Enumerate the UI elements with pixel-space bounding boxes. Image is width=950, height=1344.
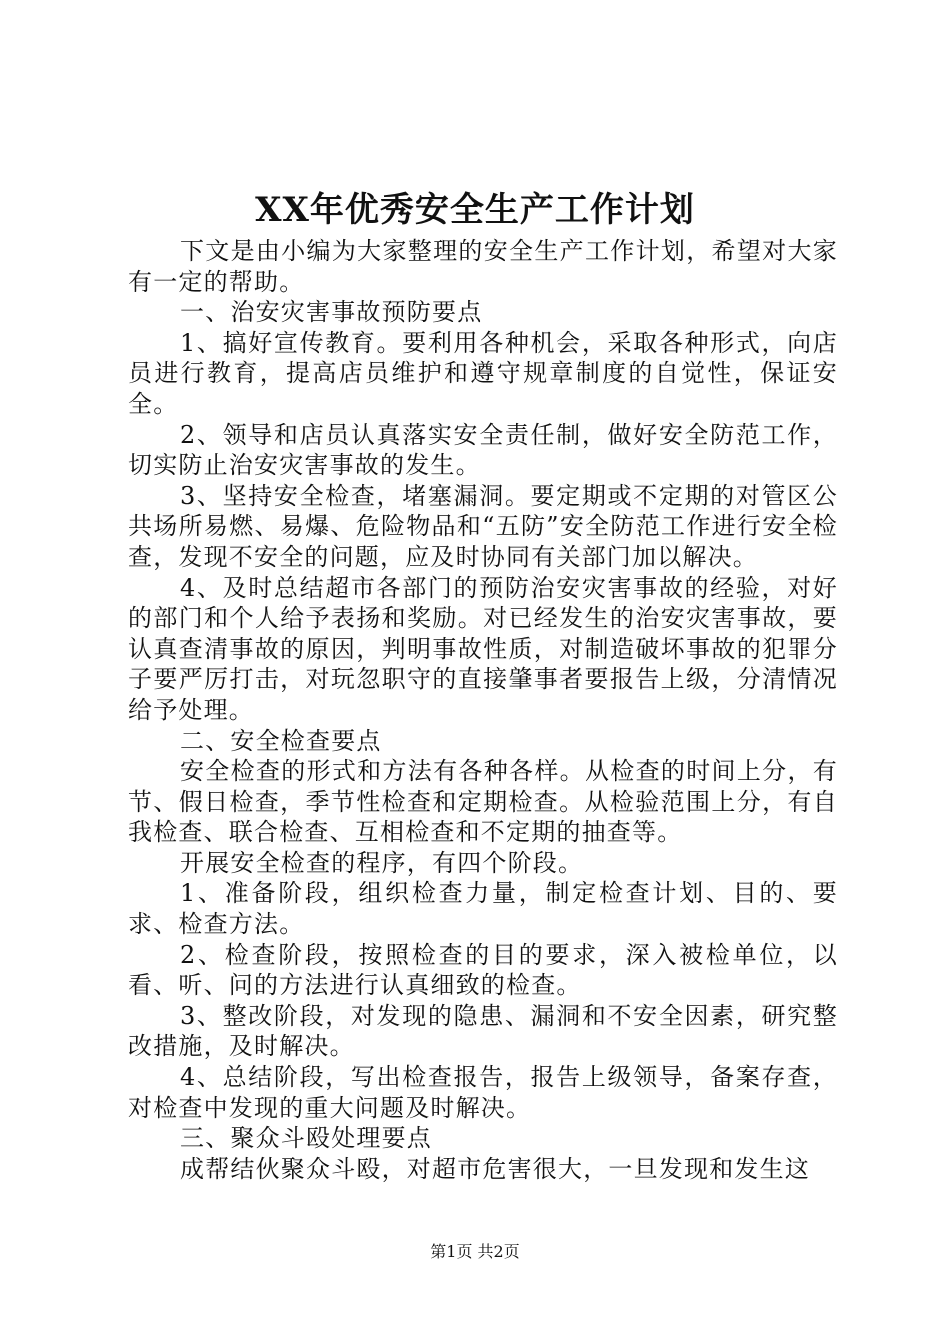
paragraph: 4、及时总结超市各部门的预防治安灾害事故的经验，对好的部门和个人给予表扬和奖励。对已经发生的治安灾害事故，要认真查清事故的原因，判明事故性质，对制造破坏事故的犯罪分子要严厉打击，对玩忽职守的直接肇事者要报告上级，分清情况给予处理。 [128, 573, 838, 724]
paragraph: 3、整改阶段，对发现的隐患、漏洞和不安全因素，研究整改措施，及时解决。 [128, 1001, 838, 1061]
paragraph: 1、准备阶段，组织检查力量，制定检查计划、目的、要求、检查方法。 [128, 879, 838, 939]
section-heading-1: 一、治安灾害事故预防要点 [180, 298, 483, 327]
page-footer: 第1页 共2页 [430, 1242, 520, 1261]
section-heading-2: 二、安全检查要点 [180, 726, 382, 755]
document-title: XX年优秀安全生产工作计划 [255, 190, 695, 230]
paragraph: 2、检查阶段，按照检查的目的要求，深入被检单位，以看、听、问的方法进行认真细致的检查。 [128, 940, 838, 1000]
document-body [128, 236, 838, 1184]
paragraph: 安全检查的形式和方法有各种各样。从检查的时间上分，有节、假日检查，季节性检查和定期检查。从检验范围上分，有自我检查、联合检查、互相检查和不定期的抽查等。 [128, 757, 838, 847]
paragraph-intro: 下文是由小编为大家整理的安全生产工作计划，希望对大家有一定的帮助。 [128, 237, 838, 296]
paragraph: 1、搞好宣传教育。要利用各种机会，采取各种形式，向店员进行教育，提高店员维护和遵守规章制度的自觉性，保证安全。 [128, 328, 838, 418]
paragraph: 成帮结伙聚众斗殴，对超市危害很大，一旦发现和发生这 [180, 1154, 810, 1183]
paragraph: 2、领导和店员认真落实安全责任制，做好安全防范工作，切实防止治安灾害事故的发生。 [128, 420, 838, 480]
section-heading-3: 三、聚众斗殴处理要点 [180, 1124, 432, 1153]
paragraph: 4、总结阶段，写出检查报告，报告上级领导，备案存查，对检查中发现的重大问题及时解决。 [128, 1063, 838, 1122]
paragraph: 3、坚持安全检查，堵塞漏洞。要定期或不定期的对管区公共场所易燃、易爆、危险物品和“五防”安全防范工作进行安全检查，发现不安全的问题，应及时协同有关部门加以解决。 [128, 481, 838, 571]
paragraph: 开展安全检查的程序，有四个阶段。 [180, 848, 584, 877]
